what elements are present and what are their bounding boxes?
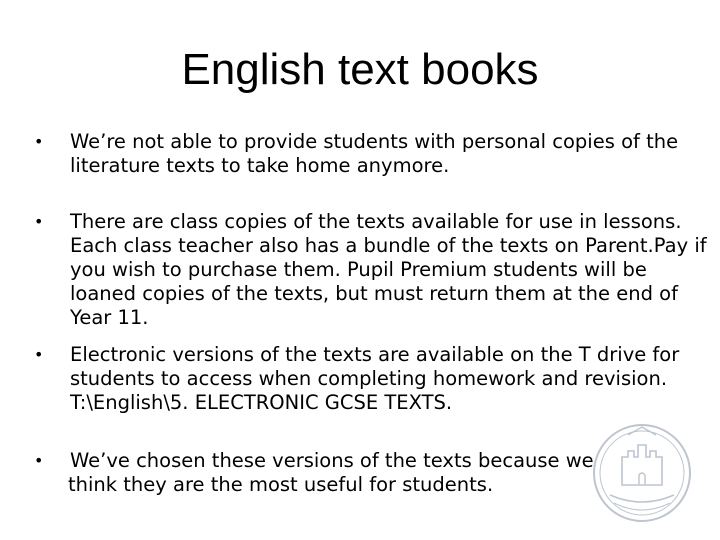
bullet-marker: • <box>34 132 44 151</box>
bullet-item <box>30 210 710 330</box>
bullet-marker: • <box>34 345 44 364</box>
bullet-marker: • <box>34 212 44 231</box>
bullet-text: We’re not able to provide students with personal copies of the literature texts to take home anymore. <box>70 130 679 177</box>
bullet-marker: • <box>34 451 44 470</box>
bullet-text: There are class copies of the texts available for use in lessons. Each class teacher also has a bundle of the texts on Parent.Pay if you wish to purchase them. Pupil Premium students will be loaned copies of the texts, but must return them at the end of Year 11. <box>70 210 707 329</box>
slide-title: English text books <box>181 45 539 94</box>
bullet-item <box>30 343 710 415</box>
school-crest-icon <box>592 417 692 529</box>
bullet-item <box>30 130 710 178</box>
bullet-text: Electronic versions of the texts are available on the T drive for students to access when completing homework and revision. T:\English\5. ELECTRONIC GCSE TEXTS. <box>70 343 680 414</box>
bullet-text-continuation: think they are the most useful for students. <box>68 473 494 496</box>
bullet-text: We’ve chosen these versions of the texts because we <box>70 449 594 472</box>
